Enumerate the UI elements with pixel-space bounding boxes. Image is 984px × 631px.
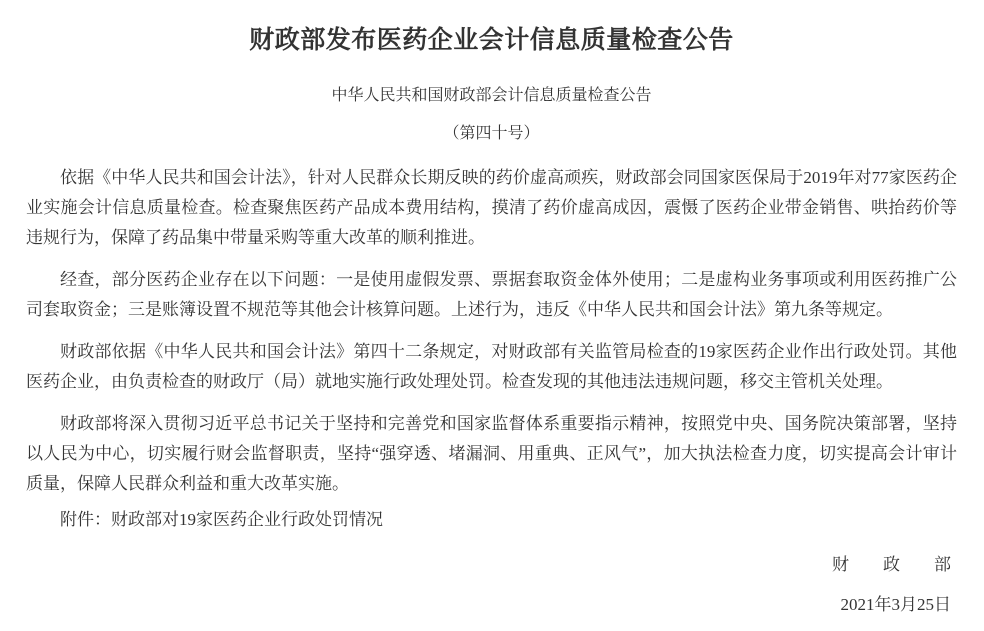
- paragraph-1: 依据《中华人民共和国会计法》，针对人民群众长期反映的药价虚高顽疾，财政部会同国家医保局于2019年对77家医药企业实施会计信息质量检查。检查聚焦医药产品成本费用结构，摸清了药价虚高成因，震慑了医药企业带金销售、哄抬药价等违规行为，保障了药品集中带量采购等重大改革的顺利推进。: [26, 168, 957, 247]
- paragraph-4: 财政部将深入贯彻习近平总书记关于坚持和完善党和国家监督体系重要指示精神，按照党中央、国务院决策部署，坚持以人民为中心，切实履行财会监督职责，坚持“强穿透、堵漏洞、用重典、正风气”，加大执法检查力度，切实提高会计审计质量，保障人民群众利益和重大改革实施。: [26, 414, 957, 493]
- issuer-signature: 财 政 部: [832, 555, 951, 574]
- page-title: 财政部发布医药企业会计信息质量检查公告: [249, 26, 734, 54]
- attachment-line: 附件：财政部对19家医药企业行政处罚情况: [60, 510, 383, 529]
- paragraph-3: 财政部依据《中华人民共和国会计法》第四十二条规定，对财政部有关监管局检查的19家医药企业作出行政处罚。其他医药企业，由负责检查的财政厅（局）就地实施行政处理处罚。检查发现的其他违法违规问题，移交主管机关处理。: [26, 342, 957, 391]
- document-number: （第四十号）: [443, 125, 540, 142]
- document-subtitle: 中华人民共和国财政部会计信息质量检查公告: [331, 87, 652, 104]
- paragraph-2: 经查，部分医药企业存在以下问题：一是使用虚假发票、票据套取资金体外使用；二是虚构业务事项或利用医药推广公司套取资金；三是账簿设置不规范等其他会计核算问题。上述行为，违反《中华人民共和国会计法》第九条等规定。: [26, 270, 957, 319]
- issue-date: 2021年3月25日: [840, 595, 951, 614]
